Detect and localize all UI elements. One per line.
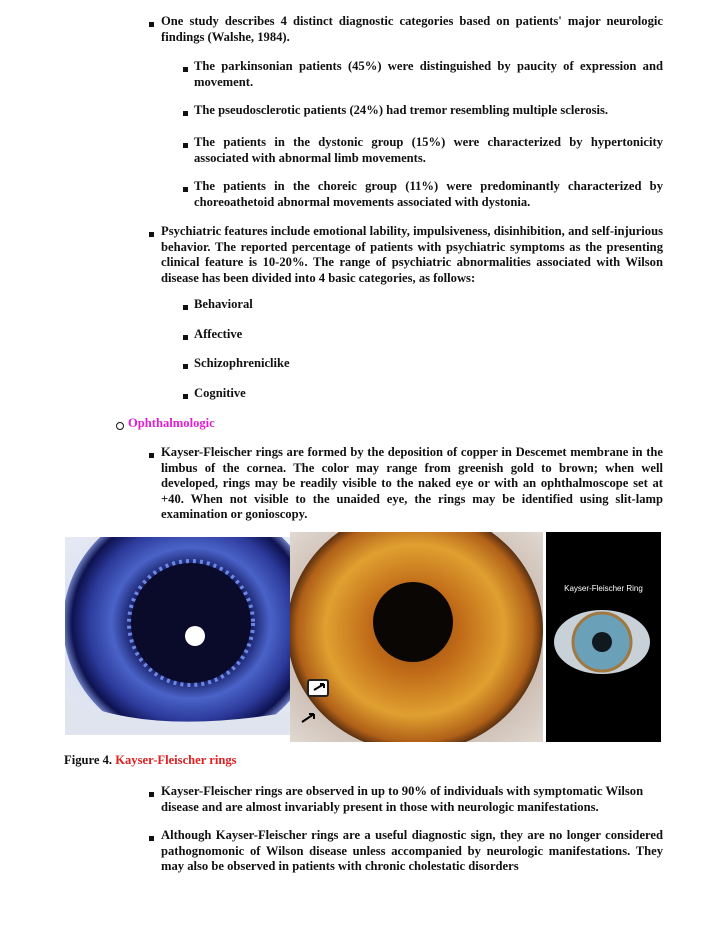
- kf-ring-caption: Kayser-Fleischer Ring: [564, 584, 643, 593]
- bullet-square-icon: [149, 792, 154, 797]
- figure-photo-kf-ring: [546, 532, 661, 742]
- section-heading-ophthalmologic: Ophthalmologic: [128, 416, 215, 430]
- paragraph-pseudosclerotic: The pseudosclerotic patients (24%) had tremor resembling multiple sclerosis.: [194, 103, 609, 117]
- list-item-behavioral: Behavioral: [194, 297, 253, 311]
- bullet-square-icon: [183, 394, 188, 399]
- bullet-square-icon: [183, 305, 188, 310]
- blue-iris-image: [65, 537, 290, 735]
- paragraph-dystonic: The patients in the dystonic group (15%) were characterized by hypertonicity associated with abnormal limb movements.: [194, 135, 663, 165]
- paragraph-kf-pathognomonic: Although Kayser-Fleischer rings are a useful diagnostic sign, they are no longer considered pathognomonic of Wilson disease unless accompanied by neurologic manifestations. They may also be observed in patients with chronic cholestatic disorders: [161, 828, 663, 874]
- bullet-square-icon: [183, 143, 188, 148]
- paragraph-choreic: The patients in the choreic group (11%) were predominantly characterized by choreoathetoid abnormal movements associated with dystonia.: [194, 179, 663, 209]
- figure-title: Kayser-Fleischer rings: [115, 753, 237, 767]
- bullet-square-icon: [149, 232, 154, 237]
- bullet-square-icon: [183, 67, 188, 72]
- brown-iris-image: [290, 532, 543, 742]
- bullet-square-icon: [183, 364, 188, 369]
- list-item-schizophreniclike: Schizophreniclike: [194, 356, 290, 370]
- paragraph-parkinsonian: The parkinsonian patients (45%) were distinguished by paucity of expression and movement.: [194, 59, 663, 89]
- figure-photo-blue-iris: [65, 537, 290, 735]
- figure-photo-brown-iris: [290, 532, 543, 742]
- list-item-affective: Affective: [194, 327, 243, 341]
- bullet-square-icon: [149, 453, 154, 458]
- paragraph-kf-rings: Kayser-Fleischer rings are formed by the deposition of copper in Descemet membrane in the limbus of the cornea. The color may range from greenish gold to brown; when well developed, rings may be readily visible to the naked eye or with an ophthalmoscope set at +40. When not visible to the unaided eye, the rings may be identified using slit-lamp examination or gonioscopy.: [161, 445, 663, 522]
- bullet-square-icon: [149, 836, 154, 841]
- bullet-square-icon: [183, 187, 188, 192]
- bullet-square-icon: [149, 22, 154, 27]
- list-item-cognitive: Cognitive: [194, 386, 246, 400]
- kf-ring-image: [546, 532, 661, 742]
- figure-label: Figure 4.: [64, 753, 113, 767]
- paragraph-walshe: One study describes 4 distinct diagnostic categories based on patients' major neurologic findings (Walshe, 1984).: [161, 14, 663, 44]
- bullet-square-icon: [183, 335, 188, 340]
- paragraph-psychiatric: Psychiatric features include emotional lability, impulsiveness, disinhibition, and self-injurious behavior. The reported percentage of patients with psychiatric symptoms as the presenting clinical feature is 10-20%. The range of psychiatric abnormalities associated with Wilson disease has been divided into 4 basic categories, as follows:: [161, 224, 663, 285]
- bullet-square-icon: [183, 111, 188, 116]
- bullet-circle-icon: [116, 422, 124, 430]
- figure-caption: [64, 753, 464, 769]
- paragraph-kf-prevalence: Kayser-Fleischer rings are observed in up to 90% of individuals with symptomatic Wilson disease and are almost invariably present in those with neurologic manifestations.: [161, 784, 644, 814]
